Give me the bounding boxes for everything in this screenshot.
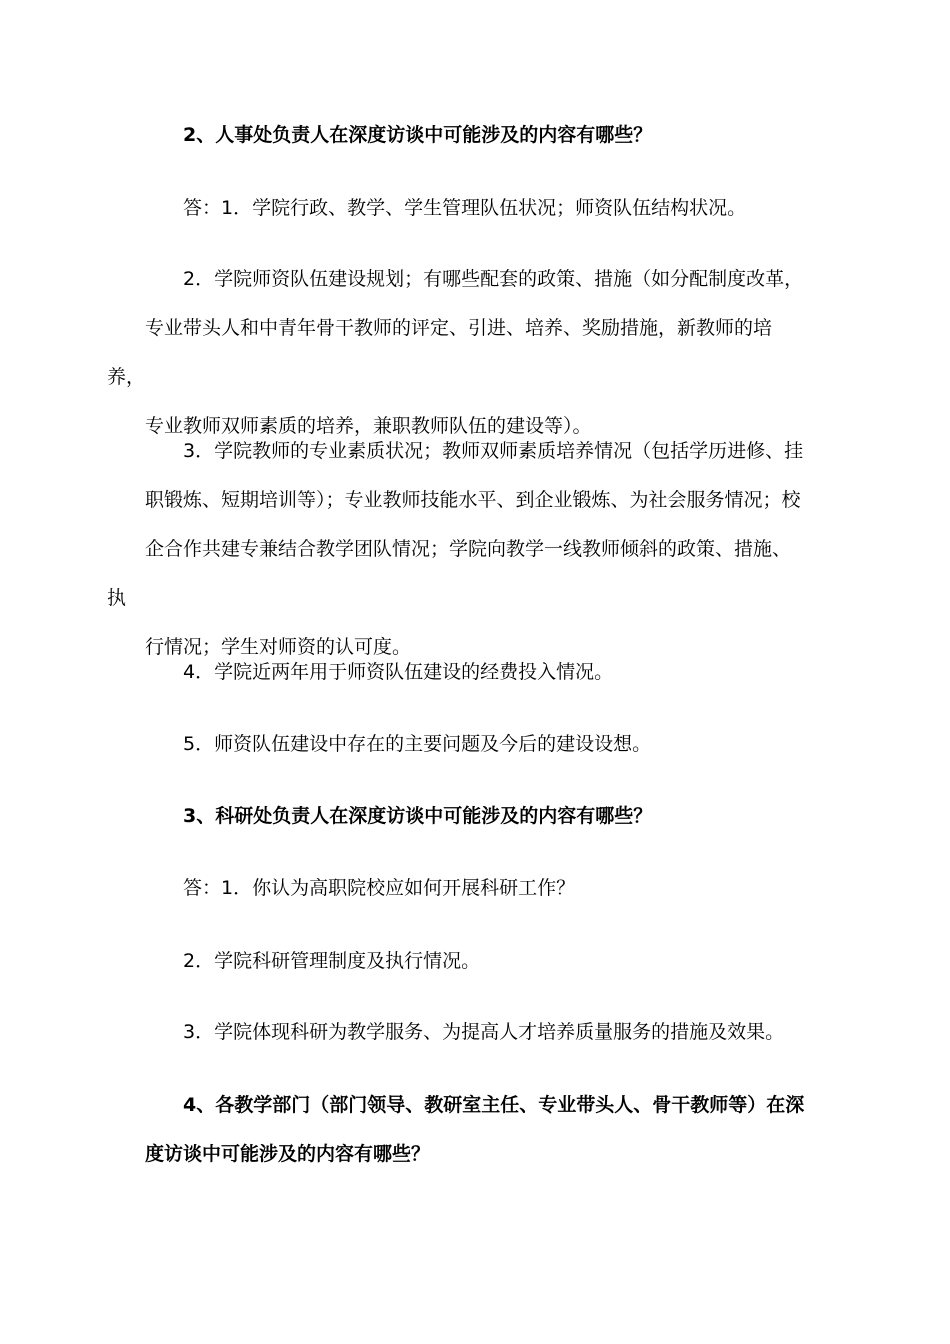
text-line: 行情况；学生对师资的认可度。 xyxy=(145,636,412,658)
answer-item-2 xyxy=(145,937,809,986)
text-line: 专业教师双师素质的培养，兼职教师队伍的建设等）。 xyxy=(145,415,592,437)
text-line: 3．学院教师的专业素质状况；教师双师素质培养情况（包括学历进修、挂 xyxy=(183,440,804,462)
text-line: 2、人事处负责人在深度访谈中可能涉及的内容有哪些？ xyxy=(183,124,653,146)
answer-item-2 xyxy=(107,255,809,451)
text-line: 3、科研处负责人在深度访谈中可能涉及的内容有哪些？ xyxy=(183,805,653,827)
section-heading-q2 xyxy=(145,111,809,160)
text-line: 4．学院近两年用于师资队伍建设的经费投入情况。 xyxy=(183,661,614,683)
text-line: 2．学院科研管理制度及执行情况。 xyxy=(183,950,481,972)
section-heading-q4 xyxy=(145,1081,809,1179)
text-line: 4、各教学部门（部门领导、教研室主任、专业带头人、骨干教师等）在深 xyxy=(183,1094,805,1116)
text-line: 3．学院体现科研为教学服务、为提高人才培养质量服务的措施及效果。 xyxy=(183,1021,785,1043)
answer-item-3 xyxy=(107,427,809,672)
text-line: 5．师资队伍建设中存在的主要问题及今后的建设设想。 xyxy=(183,733,652,755)
answer-item-1 xyxy=(145,864,809,913)
text-line: 职锻炼、短期培训等）；专业教师技能水平、到企业锻炼、为社会服务情况；校 xyxy=(145,489,801,511)
text-line: 答：1．学院行政、教学、学生管理队伍状况；师资队伍结构状况。 xyxy=(183,197,747,219)
answer-item-3 xyxy=(145,1008,809,1057)
text-line: 答：1．你认为高职院校应如何开展科研工作？ xyxy=(183,877,576,899)
answer-item-5 xyxy=(145,720,809,769)
text-line: 度访谈中可能涉及的内容有哪些？ xyxy=(145,1143,431,1165)
text-line: 2．学院师资队伍建设规划；有哪些配套的政策、措施（如分配制度改革， xyxy=(183,268,804,290)
answer-item-4 xyxy=(145,648,809,697)
section-heading-q3 xyxy=(145,792,809,841)
text-line: 企合作共建专兼结合教学团队情况；学院向教学一线教师倾斜的政策、措施、执 xyxy=(107,538,792,609)
text-line: 专业带头人和中青年骨干教师的评定、引进、培养、奖励措施，新教师的培养， xyxy=(107,317,773,388)
answer-item-1 xyxy=(145,184,809,233)
